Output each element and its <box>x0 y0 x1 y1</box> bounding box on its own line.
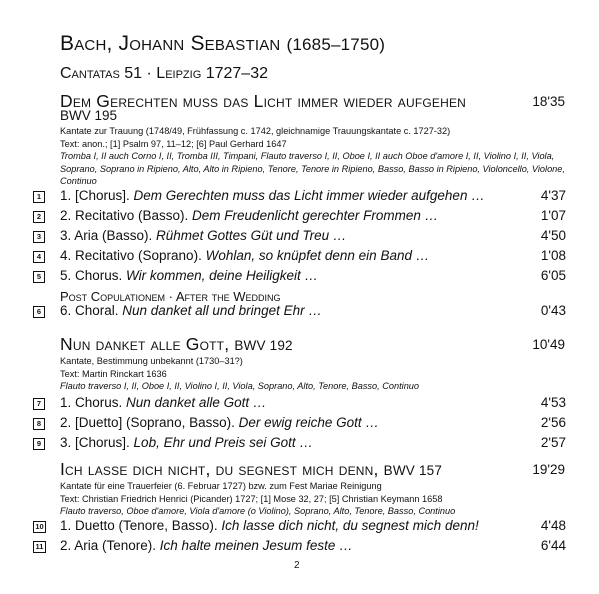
work-title-bwv192: Nun danket alle Gott, BWV 192 <box>60 334 293 354</box>
track-label: 2. Recitativo (Basso). <box>60 208 193 223</box>
track-incipit: Wir kommen, deine Heiligkeit … <box>126 268 318 283</box>
track-label: 1. [Chorus]. <box>60 188 134 203</box>
track-incipit: Nun danket all und bringet Ehr … <box>122 303 322 318</box>
work-bwv-195: BWV 195 <box>60 108 118 123</box>
track-number-badge: 8 <box>33 418 45 430</box>
work-info-bwv157 <box>60 480 565 518</box>
composer-dates: (1685–1750) <box>286 35 386 54</box>
track-incipit: Dem Freudenlicht gerechter Frommen … <box>192 208 439 223</box>
track-title[interactable] <box>60 248 429 263</box>
track-incipit: Der ewig reiche Gott … <box>238 415 379 430</box>
work-info-bwv195 <box>60 125 565 188</box>
work-duration-bwv195: 18'35 <box>532 94 565 109</box>
track-label: 3. [Chorus]. <box>60 435 134 450</box>
track-label: 1. Duetto (Tenore, Basso). <box>60 518 222 533</box>
track-title[interactable] <box>60 415 379 430</box>
track-duration: 1'07 <box>540 208 566 223</box>
work-info-bwv192 <box>60 355 565 393</box>
work-scoring: Tromba I, II auch Corno I, II, Tromba III, Timpani, Flauto traverso I, II, Oboe I, II auch Oboe d'amore I, II, Violino I, II, Viola, Soprano, Soprano in Ripieno, Alto, Alto in Ripieno, Tenore, Tenore in Ripieno, Basso, Basso in Ripieno, Violoncello, Violone, Continuo <box>60 151 565 187</box>
track-title[interactable] <box>60 208 438 223</box>
track-duration: 4'53 <box>540 395 566 410</box>
track-title[interactable] <box>60 268 318 283</box>
track-title[interactable] <box>60 188 485 203</box>
track-incipit: Rühmet Gottes Güt und Treu … <box>156 228 347 243</box>
track-duration: 1'08 <box>540 248 566 263</box>
track-title[interactable] <box>60 538 353 553</box>
track-duration: 0'43 <box>540 303 566 318</box>
track-number-badge: 11 <box>33 541 46 553</box>
track-number-badge: 2 <box>33 211 45 223</box>
work-bwv-192: BWV 192 <box>234 338 293 353</box>
track-duration: 2'56 <box>540 415 566 430</box>
track-number-badge: 3 <box>33 231 45 243</box>
work-info-line: Kantate, Bestimmung unbekannt (1730–31?) <box>60 356 243 366</box>
track-title[interactable] <box>60 518 479 533</box>
track-label: 5. Chorus. <box>60 268 127 283</box>
track-number-badge: 7 <box>33 398 45 410</box>
work-info-line: Text: Martin Rinckart 1636 <box>60 368 167 379</box>
track-duration: 2'57 <box>540 435 566 450</box>
track-title[interactable] <box>60 228 346 243</box>
work-info-line: Kantate für eine Trauerfeier (6. Februar 1727) bzw. zum Fest Mariae Reinigung <box>60 481 382 491</box>
work-title-bwv157: Ich lasse dich nicht, du segnest mich denn, BWV 157 <box>60 459 443 479</box>
work-info-line: Text: anon.; [1] Psalm 97, 11–12; [6] Paul Gerhard 1647 <box>60 138 287 149</box>
composer-heading <box>60 32 385 56</box>
work-title-bwv195: Dem Gerechten muss das Licht immer wieder aufgehen <box>60 91 467 111</box>
track-number-badge: 9 <box>33 438 45 450</box>
subsection-heading: Post Copulationem · After the Wedding <box>60 289 281 304</box>
work-title-text: Nun danket alle Gott <box>60 334 225 354</box>
track-label: 4. Recitativo (Soprano). <box>60 248 206 263</box>
track-title[interactable] <box>60 435 313 450</box>
track-label: 3. Aria (Basso). <box>60 228 157 243</box>
track-incipit: Ich halte meinen Jesum feste … <box>159 538 353 553</box>
track-number-badge: 6 <box>33 306 45 318</box>
track-title[interactable] <box>60 303 322 318</box>
work-info-line: Kantate zur Trauung (1748/49, Frühfassung c. 1742, gleichnamige Trauungskantate c. 1727-32) <box>60 126 451 136</box>
page-number: 2 <box>294 560 300 571</box>
track-number-badge: 5 <box>33 271 45 283</box>
work-info-line: Text: Christian Friedrich Henrici (Picander) 1727; [1] Mose 32, 27; [5] Christian Keymann 1658 <box>60 493 443 504</box>
track-duration: 4'50 <box>540 228 566 243</box>
track-duration: 4'37 <box>540 188 566 203</box>
track-label: 6. Choral. <box>60 303 123 318</box>
work-duration-bwv157: 19'29 <box>532 462 565 477</box>
track-duration: 6'05 <box>540 268 566 283</box>
track-label: 1. Chorus. <box>60 395 127 410</box>
track-number-badge: 10 <box>33 521 46 533</box>
track-incipit: Wohlan, so knüpfet denn ein Band … <box>205 248 430 263</box>
work-title-text: Ich lasse dich nicht, du segnest mich denn <box>60 459 374 479</box>
work-scoring: Flauto traverso I, II, Oboe I, II, Violino I, II, Viola, Soprano, Alto, Tenore, Basso, Continuo <box>60 381 420 392</box>
track-number-badge: 1 <box>33 191 45 203</box>
track-incipit: Lob, Ehr und Preis sei Gott … <box>133 435 313 450</box>
track-number-badge: 4 <box>33 251 45 263</box>
track-incipit: Dem Gerechten muss das Licht immer wieder aufgehen … <box>133 188 485 203</box>
work-scoring: Flauto traverso, Oboe d'amore, Viola d'amore (o Violino), Soprano, Alto, Tenore, Basso, Continuo <box>60 506 456 517</box>
work-bwv-157: BWV 157 <box>383 463 443 478</box>
volume-title: Cantatas 51 · Leipzig 1727–32 <box>60 65 268 82</box>
composer-name: Bach, Johann Sebastian <box>60 32 281 55</box>
track-incipit: Ich lasse dich nicht, du segnest mich denn! <box>221 518 479 533</box>
track-label: 2. Aria (Tenore). <box>60 538 160 553</box>
track-duration: 4'48 <box>540 518 566 533</box>
track-duration: 6'44 <box>540 538 566 553</box>
work-duration-bwv192: 10'49 <box>532 337 565 352</box>
track-title[interactable] <box>60 395 266 410</box>
track-label: 2. [Duetto] (Soprano, Basso). <box>60 415 239 430</box>
track-incipit: Nun danket alle Gott … <box>126 395 267 410</box>
